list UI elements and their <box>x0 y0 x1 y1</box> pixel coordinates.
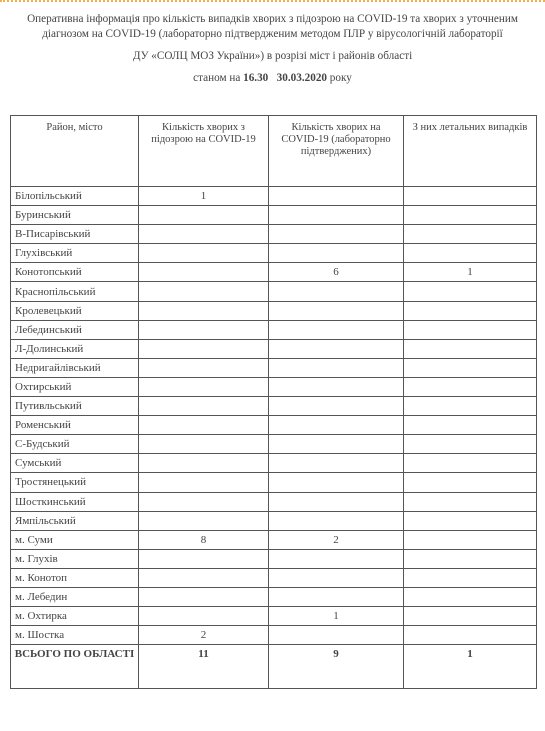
total-deaths: 1 <box>404 645 537 689</box>
table-row <box>11 339 537 358</box>
suspected-cell: 8 <box>139 530 269 549</box>
column-header-suspected: Кількість хворих з підозрою на COVID-19 <box>139 116 269 187</box>
confirmed-cell: 6 <box>269 263 404 282</box>
suspected-cell <box>139 416 269 435</box>
district-cell: Шосткинський <box>11 492 139 511</box>
table-header-row <box>11 116 537 187</box>
deaths-cell <box>404 587 537 606</box>
deaths-cell <box>404 244 537 263</box>
district-cell: м. Охтирка <box>11 607 139 626</box>
confirmed-cell <box>269 397 404 416</box>
suspected-cell <box>139 225 269 244</box>
total-confirmed: 9 <box>269 645 404 689</box>
district-cell: м. Лебедин <box>11 587 139 606</box>
suspected-cell <box>139 549 269 568</box>
suspected-cell <box>139 473 269 492</box>
table-row <box>11 549 537 568</box>
suspected-cell <box>139 435 269 454</box>
district-cell: Охтирський <box>11 377 139 396</box>
suspected-cell <box>139 607 269 626</box>
deaths-cell <box>404 492 537 511</box>
suspected-cell <box>139 339 269 358</box>
suspected-cell <box>139 377 269 396</box>
table-row <box>11 416 537 435</box>
confirmed-cell <box>269 435 404 454</box>
header-date-line <box>8 71 537 86</box>
total-suspected: 11 <box>139 645 269 689</box>
cases-table <box>10 115 537 689</box>
district-cell: Ямпільський <box>11 511 139 530</box>
report-date: 30.03.2020 <box>276 72 327 84</box>
confirmed-cell <box>269 511 404 530</box>
deaths-cell <box>404 397 537 416</box>
suspected-cell <box>139 282 269 301</box>
confirmed-cell <box>269 568 404 587</box>
confirmed-cell <box>269 549 404 568</box>
district-cell: Путивльський <box>11 397 139 416</box>
district-cell: С-Будський <box>11 435 139 454</box>
district-cell: м. Конотоп <box>11 568 139 587</box>
deaths-cell <box>404 377 537 396</box>
column-header-confirmed: Кількість хворих на COVID-19 (лабораторно підтверджених) <box>269 116 404 187</box>
total-row <box>11 645 537 689</box>
deaths-cell <box>404 607 537 626</box>
table-row <box>11 397 537 416</box>
confirmed-cell <box>269 225 404 244</box>
deaths-cell <box>404 511 537 530</box>
table-row <box>11 187 537 206</box>
column-header-deaths: З них летальних випадків <box>404 116 537 187</box>
confirmed-cell <box>269 244 404 263</box>
table-row <box>11 377 537 396</box>
confirmed-cell <box>269 206 404 225</box>
suspected-cell: 1 <box>139 187 269 206</box>
top-dotted-divider <box>0 0 545 2</box>
district-cell: Сумський <box>11 454 139 473</box>
table-row <box>11 587 537 606</box>
date-suffix: року <box>329 72 352 84</box>
confirmed-cell <box>269 454 404 473</box>
table-row <box>11 492 537 511</box>
deaths-cell <box>404 187 537 206</box>
confirmed-cell: 1 <box>269 607 404 626</box>
deaths-cell <box>404 206 537 225</box>
table-row <box>11 358 537 377</box>
table-row <box>11 225 537 244</box>
district-cell: м. Суми <box>11 530 139 549</box>
suspected-cell <box>139 568 269 587</box>
confirmed-cell <box>269 377 404 396</box>
deaths-cell <box>404 301 537 320</box>
total-label: ВСЬОГО ПО ОБЛАСТІ <box>11 645 139 689</box>
district-cell: Глухівський <box>11 244 139 263</box>
deaths-cell <box>404 282 537 301</box>
table-row <box>11 530 537 549</box>
confirmed-cell <box>269 492 404 511</box>
suspected-cell <box>139 492 269 511</box>
confirmed-cell <box>269 301 404 320</box>
confirmed-cell <box>269 187 404 206</box>
suspected-cell <box>139 358 269 377</box>
confirmed-cell <box>269 587 404 606</box>
district-cell: м. Шостка <box>11 626 139 645</box>
suspected-cell <box>139 244 269 263</box>
district-cell: Роменський <box>11 416 139 435</box>
table-row <box>11 435 537 454</box>
district-cell: Лебединський <box>11 320 139 339</box>
table-row <box>11 282 537 301</box>
district-cell: Краснопільський <box>11 282 139 301</box>
table-row <box>11 568 537 587</box>
table-row <box>11 511 537 530</box>
deaths-cell <box>404 626 537 645</box>
district-cell: Конотопський <box>11 263 139 282</box>
confirmed-cell <box>269 626 404 645</box>
report-time: 16.30 <box>243 72 269 84</box>
deaths-cell <box>404 225 537 244</box>
district-cell: Білопільський <box>11 187 139 206</box>
suspected-cell <box>139 397 269 416</box>
table-row <box>11 320 537 339</box>
district-cell: Л-Долинський <box>11 339 139 358</box>
deaths-cell <box>404 320 537 339</box>
district-cell: Кролевецький <box>11 301 139 320</box>
header-title: Оперативна інформація про кількість випадків хворих з підозрою на COVID-19 та хворих з уточненим діагнозом на COVID-19 (лабораторно підтвердженим методом ПЛР у вірусологічній лабораторії <box>27 13 518 40</box>
table-row <box>11 263 537 282</box>
district-cell: м. Глухів <box>11 549 139 568</box>
district-cell: В-Писарівський <box>11 225 139 244</box>
deaths-cell <box>404 454 537 473</box>
deaths-cell: 1 <box>404 263 537 282</box>
deaths-cell <box>404 416 537 435</box>
table-row <box>11 626 537 645</box>
suspected-cell: 2 <box>139 626 269 645</box>
table-row <box>11 244 537 263</box>
confirmed-cell <box>269 358 404 377</box>
suspected-cell <box>139 454 269 473</box>
date-prefix: станом на <box>193 72 241 84</box>
deaths-cell <box>404 549 537 568</box>
table-row <box>11 473 537 492</box>
confirmed-cell <box>269 282 404 301</box>
deaths-cell <box>404 473 537 492</box>
confirmed-cell <box>269 320 404 339</box>
deaths-cell <box>404 339 537 358</box>
deaths-cell <box>404 530 537 549</box>
column-header-district: Район, місто <box>11 116 139 187</box>
suspected-cell <box>139 301 269 320</box>
document-header <box>0 12 545 86</box>
table-row <box>11 607 537 626</box>
deaths-cell <box>404 358 537 377</box>
district-cell: Тростянецький <box>11 473 139 492</box>
confirmed-cell: 2 <box>269 530 404 549</box>
district-cell: Буринський <box>11 206 139 225</box>
suspected-cell <box>139 320 269 339</box>
confirmed-cell <box>269 339 404 358</box>
table-row <box>11 454 537 473</box>
header-subtitle: ДУ «СОЛЦ МОЗ України») в розрізі міст і районів області <box>132 50 413 62</box>
table-row <box>11 206 537 225</box>
confirmed-cell <box>269 473 404 492</box>
confirmed-cell <box>269 416 404 435</box>
deaths-cell <box>404 568 537 587</box>
suspected-cell <box>139 206 269 225</box>
district-cell: Недригайлівський <box>11 358 139 377</box>
suspected-cell <box>139 587 269 606</box>
deaths-cell <box>404 435 537 454</box>
suspected-cell <box>139 511 269 530</box>
suspected-cell <box>139 263 269 282</box>
table-row <box>11 301 537 320</box>
